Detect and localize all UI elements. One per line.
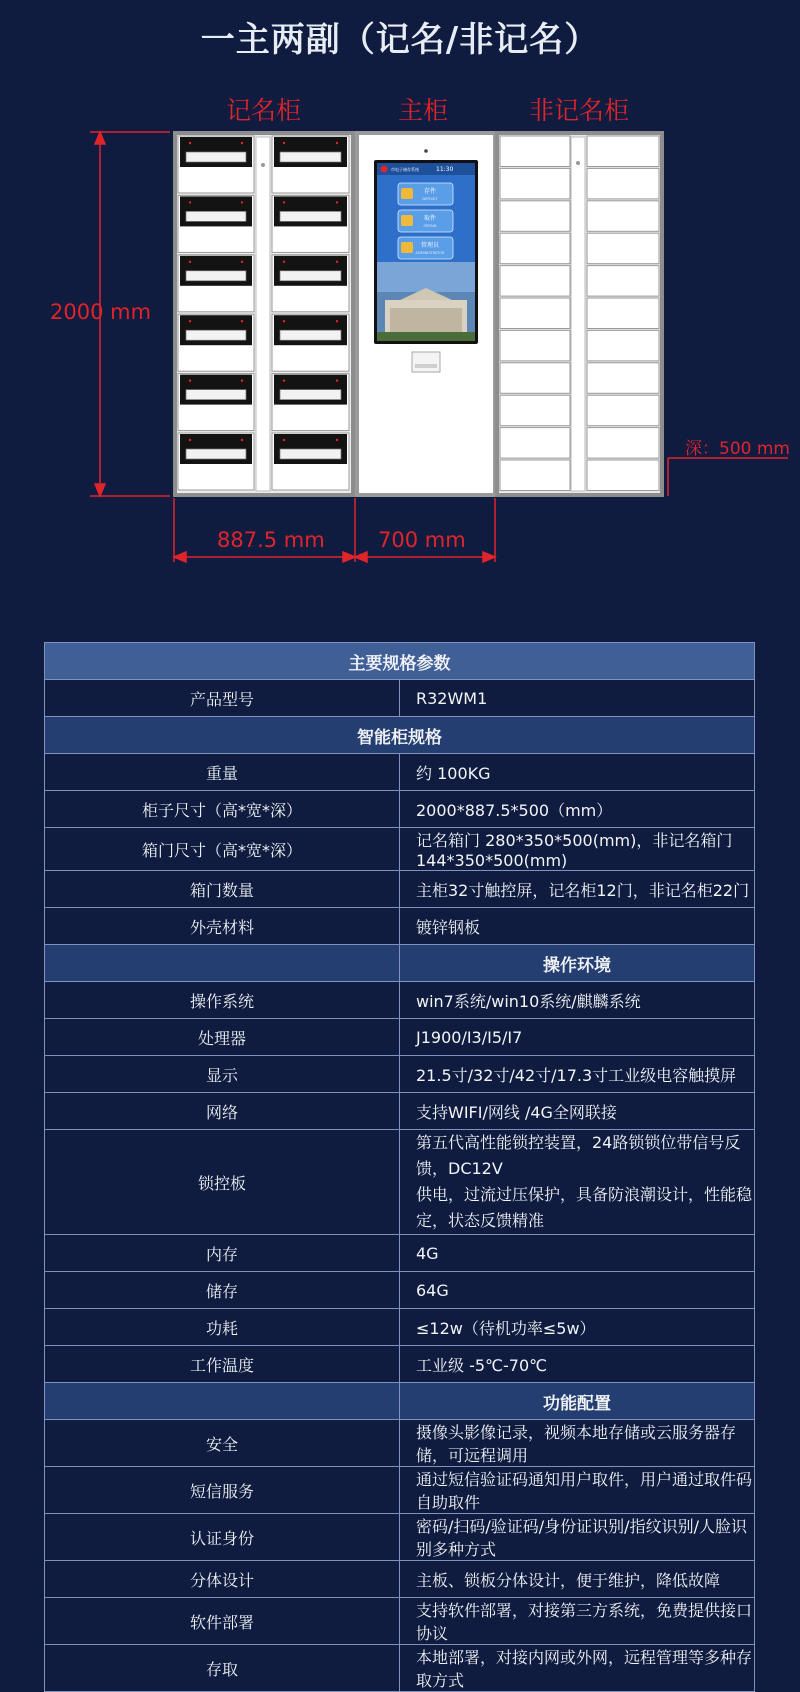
spec-row [45,828,755,871]
anon-locker-door [587,330,659,361]
spec-value: 工业级 -5℃-70℃ [400,1346,755,1383]
spec-header: 主要规格参数 [45,643,755,680]
spec-key: 工作温度 [45,1346,400,1383]
anon-locker-door [500,428,570,459]
spec-value: 4G [400,1235,755,1272]
spec-value: 记名箱门 280*350*500(mm)，非记名箱门144*350*500(mm) [400,828,755,871]
named-locker-door [272,433,349,490]
screen-button [398,210,453,232]
spec-value: win7系统/win10系统/麒麟系统 [400,982,755,1019]
width-main-dimension: 700 mm [378,528,466,552]
named-locker-door [178,374,254,431]
spec-key: 安全 [45,1420,400,1467]
spec-key: 储存 [45,1272,400,1309]
anon-locker-door [500,395,570,426]
spec-key: 箱门尺寸（高*宽*深） [45,828,400,871]
anon-locker-door [500,330,570,361]
spec-value: 通过短信验证码通知用户取件，用户通过取件码自助取件 [400,1467,755,1514]
height-arrow-up [95,132,105,144]
anon-locker-door [500,201,570,232]
screen-button-sublabel: DEPOSIT [422,197,438,201]
spec-value: J1900/I3/I5/I7 [400,1019,755,1056]
spec-row [45,1645,755,1692]
section-row [45,717,755,754]
spec-row [45,680,755,717]
anon-locker-door [587,298,659,329]
height-arrow-down [95,484,105,496]
anon-locker-door [587,168,659,199]
anon-locker-door [500,168,570,199]
spec-value-line: 第五代高性能锁控装置，24路锁锁位带信号反馈，DC12V [416,1133,741,1178]
section-spacer [45,945,400,982]
label-main-cabinet: 主柜 [398,96,449,125]
spec-row [45,791,755,828]
anon-locker-door [587,460,659,491]
depth-dimension: 深：500 mm [685,439,790,459]
spec-value: 摄像头影像记录，视频本地存储或云服务器存储，可远程调用 [400,1420,755,1467]
anon-locker-door [587,395,659,426]
width-named-dimension: 887.5 mm [217,528,325,552]
spec-row [45,1420,755,1467]
anon-locker-door [587,266,659,297]
spec-key: 锁控板 [45,1130,400,1235]
anon-locker-door [500,136,570,167]
named-locker-door [272,314,349,371]
spec-value: 2000*887.5*500（mm） [400,791,755,828]
spec-key: 产品型号 [45,680,400,717]
named-locker-door [272,255,349,312]
anon-locker-door [587,428,659,459]
anon-locker-door [500,266,570,297]
anon-locker-door [500,460,570,491]
spec-key: 箱门数量 [45,871,400,908]
anon-locker-door [587,363,659,394]
anon-locker-door [500,298,570,329]
spec-key: 认证身份 [45,1514,400,1561]
spec-value: 64G [400,1272,755,1309]
spec-value: 主柜32寸触控屏，记名柜12门，非记名柜22门 [400,871,755,908]
anon-locker-door [500,233,570,264]
anon-locker-door [587,233,659,264]
spec-value: 本地部署，对接内网或外网，远程管理等多种存取方式 [400,1645,755,1692]
named-locker-door [178,255,254,312]
named-locker-door [178,433,254,490]
spec-row [45,1467,755,1514]
anon-locker-door [500,363,570,394]
spec-row [45,1093,755,1130]
label-named-cabinet: 记名柜 [226,96,302,125]
spec-value: 支持软件部署，对接第三方系统，免费提供接口协议 [400,1598,755,1645]
spec-key: 外壳材料 [45,908,400,945]
spec-key: 网络 [45,1093,400,1130]
anon-locker-door [587,136,659,167]
spec-key: 柜子尺寸（高*宽*深） [45,791,400,828]
section-spacer [45,1383,400,1420]
screen-button-label: 取件 [423,215,437,222]
spec-row [45,871,755,908]
spec-key: 显示 [45,1056,400,1093]
spec-key: 存取 [45,1645,400,1692]
screen-button-label: 存件 [423,188,437,195]
spec-value [400,1130,755,1235]
spec-key: 处理器 [45,1019,400,1056]
spec-value: 主板、锁板分体设计，便于维护，降低故障 [400,1561,755,1598]
screen-button [398,237,453,259]
scanner-icon [412,352,440,372]
spec-key: 操作系统 [45,982,400,1019]
section-title: 智能柜规格 [45,717,755,754]
screen-button-sublabel: OBTAIN [423,224,437,228]
spec-key: 短信服务 [45,1467,400,1514]
named-locker-door [272,195,349,252]
spec-value-line: 供电，过流过压保护，具备防浪潮设计，性能稳定，状态反馈精准 [416,1185,753,1230]
spec-value: ≤12w（待机功率≤5w） [400,1309,755,1346]
spec-row [45,1598,755,1645]
spec-row [45,1272,755,1309]
spec-key: 重量 [45,754,400,791]
screen-button-label: 管理员 [420,242,440,249]
screen-button-sublabel: ADMINISTRATOR [415,251,445,255]
spec-row [45,1056,755,1093]
label-anon-cabinet: 非记名柜 [529,96,630,125]
spec-row [45,1309,755,1346]
named-locker-door [272,374,349,431]
spec-row [45,982,755,1019]
spec-row [45,1019,755,1056]
spec-row [45,1235,755,1272]
spec-row [45,1130,755,1235]
spec-table [44,642,755,1692]
spec-key: 软件部署 [45,1598,400,1645]
section-row [45,1383,755,1420]
svg-text:市电子储存系统: 市电子储存系统 [391,167,419,172]
named-locker-door [178,195,254,252]
section-title: 功能配置 [400,1383,755,1420]
section-row [45,945,755,982]
spec-value: 密码/扫码/验证码/身份证识别/指纹识别/人脸识别多种方式 [400,1514,755,1561]
section-title: 操作环境 [400,945,755,982]
height-dimension: 2000 mm [50,300,152,324]
named-locker-door [272,136,349,193]
screen-time: 11:30 [436,166,454,173]
spec-value: 21.5寸/32寸/42寸/17.3寸工业级电容触摸屏 [400,1056,755,1093]
page-title: 一主两副（记名/非记名） [200,20,600,60]
spec-row [45,908,755,945]
spec-key: 分体设计 [45,1561,400,1598]
spec-value: 支持WIFI/网线 /4G全网联接 [400,1093,755,1130]
spec-row [45,1346,755,1383]
spec-key: 内存 [45,1235,400,1272]
spec-value: 约 100KG [400,754,755,791]
screen-button [398,183,453,205]
named-locker-door [178,136,254,193]
spec-header-row [45,643,755,680]
spec-row [45,754,755,791]
spec-value: 镀锌钢板 [400,908,755,945]
spec-row [45,1561,755,1598]
spec-row [45,1514,755,1561]
anon-locker-door [587,201,659,232]
spec-key: 功耗 [45,1309,400,1346]
spec-value: R32WM1 [400,680,755,717]
named-locker-door [178,314,254,371]
